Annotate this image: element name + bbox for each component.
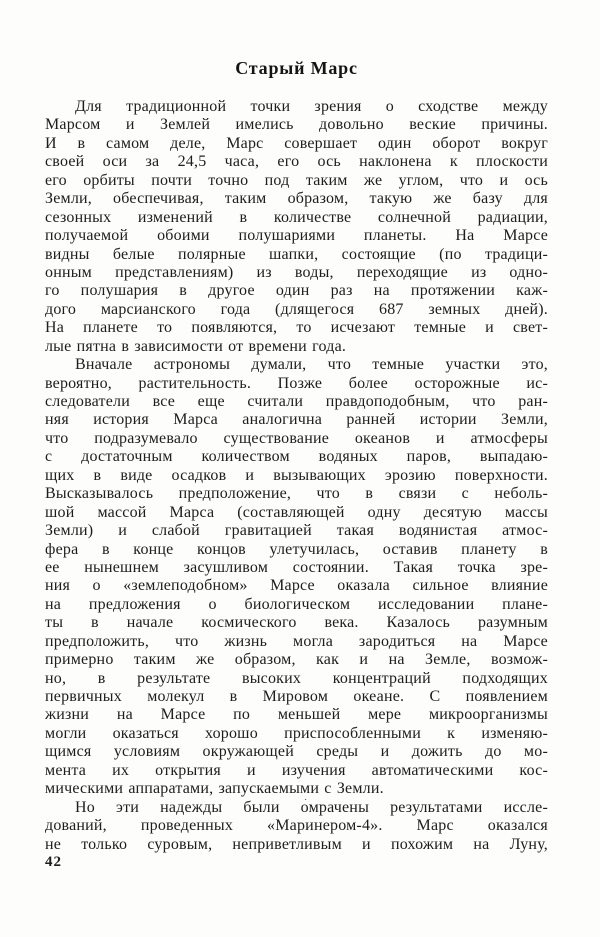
text-line: ее нынешнем засушливом состоянии. Такая точка зре- (45, 558, 548, 576)
text-line: не только суровым, неприветливым и похожим на Луну, (45, 835, 548, 853)
text-line: ния о «землеподобном» Марсе оказала сильное влияние (45, 577, 548, 595)
text-line: примерно таким же образом, как и на Земле, возмож- (45, 651, 548, 669)
text-line: видны белые полярные шапки, состоящие (по традици- (45, 245, 548, 263)
page-title: Старый Марс (235, 58, 358, 78)
text-line: ты в начале космического века. Казалось разумным (45, 614, 548, 632)
text-line: могли оказаться хорошо приспособленными к изменяю- (45, 724, 548, 742)
text-line: мента их открытия и изучения автоматическими кос- (45, 761, 548, 779)
text-line: первичных молекул в Мировом океане. С появлением (45, 688, 548, 705)
text-line: жизни на Марсе по меньшей мере микроорганизмы (45, 706, 548, 724)
text-line: фера в конце концов улетучилась, оставив планету в (45, 540, 548, 558)
text-line: сезонных изменений в количестве солнечной радиации, (45, 208, 548, 226)
text-line: шой массой Марса (составляющей одну десятую массы (45, 503, 548, 521)
text-line: И в самом деле, Марс совершает один оборот вокруг (45, 134, 548, 152)
text-line: го полушария в другое один раз на протяжении каж- (45, 282, 548, 300)
body-text (45, 98, 548, 854)
text-line: щих в виде осадков и вызывающих эрозию поверхности. (45, 466, 548, 484)
paragraph (45, 356, 548, 799)
text-line: дого марсианского года (длящегося 687 земных дней). (45, 300, 548, 318)
text-line: мическими аппаратами, запускаемыми с Земли. (45, 780, 384, 798)
text-line: что подразумевало существование океанов и атмосферы (45, 429, 548, 447)
paragraph (45, 799, 548, 854)
text-line: няя история Марса аналогична ранней истории Земли, (45, 411, 548, 429)
text-line: вероятно, растительность. Позже более осторожные ис- (45, 374, 548, 392)
text-line: Для традиционной точки зрения о сходстве между (75, 98, 548, 115)
text-line: следователи все еще считали правдоподобным, что ран- (45, 393, 548, 410)
text-line: Марсом и Землей имелись довольно веские причины. (45, 116, 548, 134)
text-line: Вначале астрономы думали, что темные участки это, (75, 356, 548, 374)
text-line: получаемой обоими полушариями планеты. На Марсе (45, 227, 548, 245)
text-line: Высказывалось предположение, что в связи с неболь- (45, 485, 548, 503)
text-line: Земли) и слабой гравитацией такая водянистая атмос- (45, 522, 548, 540)
text-line: но, в результате высоких концентраций подходящих (45, 669, 548, 687)
text-line: дований, проведенных «Маринером-4». Марс оказался (45, 817, 548, 835)
text-line: онным представлениям) из воды, переходящие из одно- (45, 263, 548, 281)
paragraph (45, 98, 548, 356)
text-line: с достаточным количеством водяных паров, выпадаю- (45, 448, 548, 466)
text-line: предположить, что жизнь могла зародиться на Марсе (45, 632, 548, 650)
page-number: 42 (45, 854, 62, 870)
text-line: своей оси за 24,5 часа, его ось наклонена к плоскости (45, 153, 548, 171)
text-line: его орбиты почти точно под таким же углом, что и ось (45, 171, 548, 189)
text-line: Но эти надежды были о́мрачены результатами иссле- (75, 798, 548, 816)
text-line: лые пятна в зависимости от времени года. (45, 337, 347, 355)
text-line: На планете то появляются, то исчезают темные и свет- (45, 319, 548, 337)
text-line: щимся условиям окружающей среды и дожить до мо- (45, 743, 548, 761)
text-line: на предложения о биологическом исследовании плане- (45, 595, 548, 613)
text-line: Земли, обеспечивая, таким образом, такую же базу для (45, 190, 548, 208)
